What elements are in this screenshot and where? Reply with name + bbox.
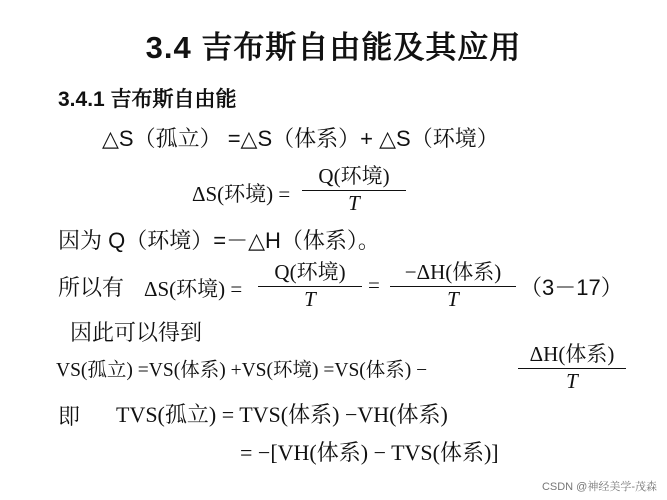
- enthalpy-over-t-fraction: [518, 338, 626, 394]
- environment-entropy-fraction: [302, 160, 406, 216]
- eq-3-17-fraction-1: [258, 256, 362, 312]
- equation-number: （3－17）: [520, 275, 623, 300]
- fraction-denominator: T: [304, 287, 316, 311]
- namely-prefix: 即: [58, 404, 81, 429]
- gibbs-relation-equation: TVS(孤立) = TVS(体系) −VH(体系): [116, 402, 448, 427]
- fraction-denominator: T: [447, 287, 459, 311]
- slide-title: 3.4 吉布斯自由能及其应用: [145, 30, 522, 65]
- fraction-numerator: Q(环境): [274, 260, 346, 284]
- hence-line: 因此可以得到: [70, 320, 203, 345]
- eq-3-17-lhs: ΔS(环境) =: [144, 277, 243, 301]
- fraction-denominator: T: [348, 191, 360, 215]
- watermark: CSDN @神经美学-茂森: [541, 481, 657, 493]
- environment-entropy-lhs-text: ΔS(环境) =: [192, 182, 291, 206]
- heat-relation-line: 因为 Q（环境）=－△H（体系）。: [58, 228, 380, 253]
- therefore-prefix: 所以有: [58, 275, 125, 300]
- fraction-numerator: Q(环境): [318, 164, 390, 188]
- section-subtitle: 3.4.1 吉布斯自由能: [58, 88, 237, 111]
- eq-3-17-fraction-2: [390, 256, 516, 312]
- fraction-denominator: T: [566, 369, 578, 393]
- eq-3-17-equals: =: [368, 273, 380, 297]
- environment-entropy-lhs: [192, 178, 290, 208]
- fraction-numerator: −ΔH(体系): [404, 260, 502, 284]
- isolated-entropy-equation: VS(孤立) =VS(体系) +VS(环境) =VS(体系) −: [56, 360, 428, 381]
- fraction-numerator: ΔH(体系): [529, 342, 615, 366]
- entropy-sum-equation: △S（孤立） =△S（体系）+ △S（环境）: [102, 126, 499, 151]
- gibbs-bracket-equation: = −[VH(体系) − TVS(体系)]: [240, 440, 499, 465]
